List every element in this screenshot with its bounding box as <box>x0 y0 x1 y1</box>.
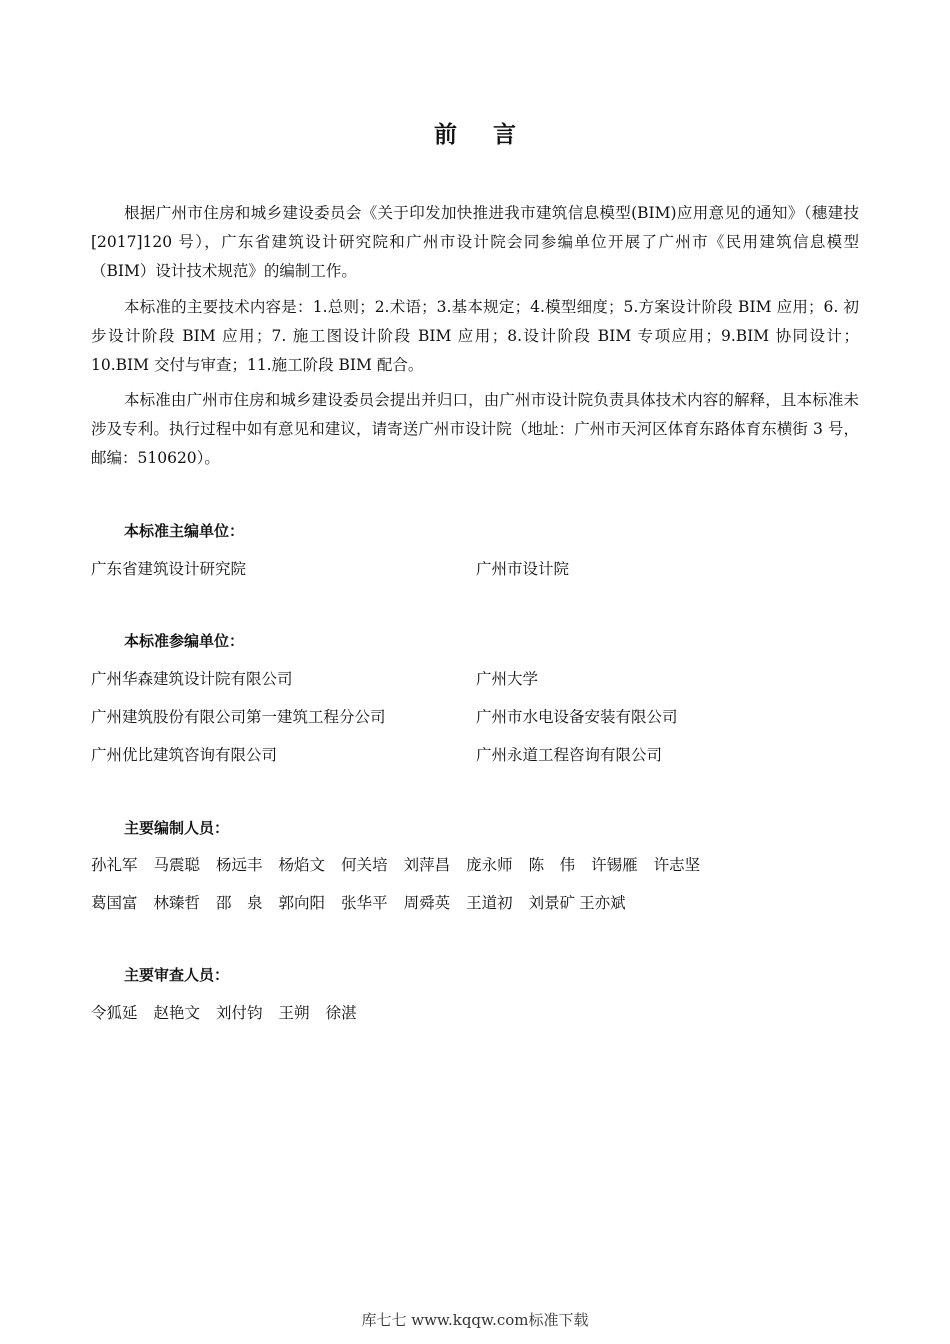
drafter-name: 刘景矿 <box>528 894 576 912</box>
reviewers-heading: 主要审查人员： <box>124 966 230 984</box>
page-title: 前 言 <box>433 122 530 148</box>
drafter-name: 何关培 <box>341 856 388 874</box>
reviewer-name: 赵艳文 <box>153 1004 201 1022</box>
drafter-name: 周舜英 <box>403 894 451 912</box>
participating-unit-item: 广州华森建筑设计院有限公司 <box>91 670 293 688</box>
drafter-name: 陈 伟 <box>528 856 576 874</box>
drafter-name: 郭向阳 <box>278 894 326 912</box>
drafter-name: 孙礼军 <box>91 856 138 874</box>
drafter-name: 王道初 <box>466 894 513 912</box>
intro-paragraph-1: 根据广州市住房和城乡建设委员会《关于印发加快推进我市建筑信息模型(BIM)应用意见的通知》（穗建技[2017]120 号），广东省建筑设计研究院和广州市设计院会同参编单位开展了广州市《民用建筑信息模型（BIM）设计技术规范》的编制工作。 <box>91 204 859 280</box>
intro-paragraph-3: 本标准由广州市住房和城乡建设委员会提出并归口，由广州市设计院负责具体技术内容的解释，且本标准未涉及专利。执行过程中如有意见和建议，请寄送广州市设计院（地址：广州市天河区体育东路体育东横街 3 号，邮编：510620）。 <box>91 391 859 467</box>
drafter-name: 杨远丰 <box>216 856 263 874</box>
drafters-row-1 <box>91 853 716 875</box>
drafter-name: 张华平 <box>341 894 388 912</box>
reviewers-row <box>91 1001 373 1023</box>
reviewer-name: 王朔 <box>278 1004 310 1022</box>
drafter-name: 马震聪 <box>153 856 201 874</box>
drafter-name: 许志坚 <box>653 856 701 874</box>
reviewer-name: 徐湛 <box>325 1004 357 1022</box>
chief-unit-item: 广州市设计院 <box>476 560 570 578</box>
chief-unit-item: 广东省建筑设计研究院 <box>91 560 247 578</box>
drafter-name: 邵 泉 <box>216 894 263 912</box>
drafters-heading: 主要编制人员： <box>124 819 230 837</box>
participating-unit-item: 广州建筑股份有限公司第一建筑工程分公司 <box>91 708 386 726</box>
drafter-name: 林臻哲 <box>153 894 201 912</box>
participating-unit-item: 广州大学 <box>476 670 539 688</box>
drafter-name: 王亦斌 <box>579 894 626 912</box>
drafters-row-2 <box>91 891 642 913</box>
participating-unit-item: 广州永道工程咨询有限公司 <box>476 746 663 764</box>
drafter-name: 刘萍昌 <box>403 856 451 874</box>
intro-paragraph-2: 本标准的主要技术内容是：1.总则；2.术语；3.基本规定；4.模型细度；5.方案设计阶段 BIM 应用；6. 初步设计阶段 BIM 应用；7. 施工图设计阶段 BIM 应用；8.设计阶段 BIM 专项应用；9.BIM 协同设计；10.BIM 交付与审查；11.施工阶段 BIM 配合。 <box>91 298 859 374</box>
reviewer-name: 刘付钧 <box>216 1004 263 1022</box>
chief-units-heading: 本标准主编单位： <box>124 522 245 540</box>
drafter-name: 杨焰文 <box>278 856 326 874</box>
drafter-name: 许锡雁 <box>591 856 638 874</box>
participating-unit-item: 广州优比建筑咨询有限公司 <box>91 746 278 764</box>
participating-units-heading: 本标准参编单位： <box>124 632 245 650</box>
drafter-name: 庞永师 <box>466 856 513 874</box>
participating-unit-item: 广州市水电设备安装有限公司 <box>476 708 678 726</box>
footer-watermark: 库七七 www.kqqw.com标准下载 <box>361 1311 589 1329</box>
drafter-name: 葛国富 <box>91 894 138 912</box>
reviewer-name: 令狐延 <box>91 1004 138 1022</box>
